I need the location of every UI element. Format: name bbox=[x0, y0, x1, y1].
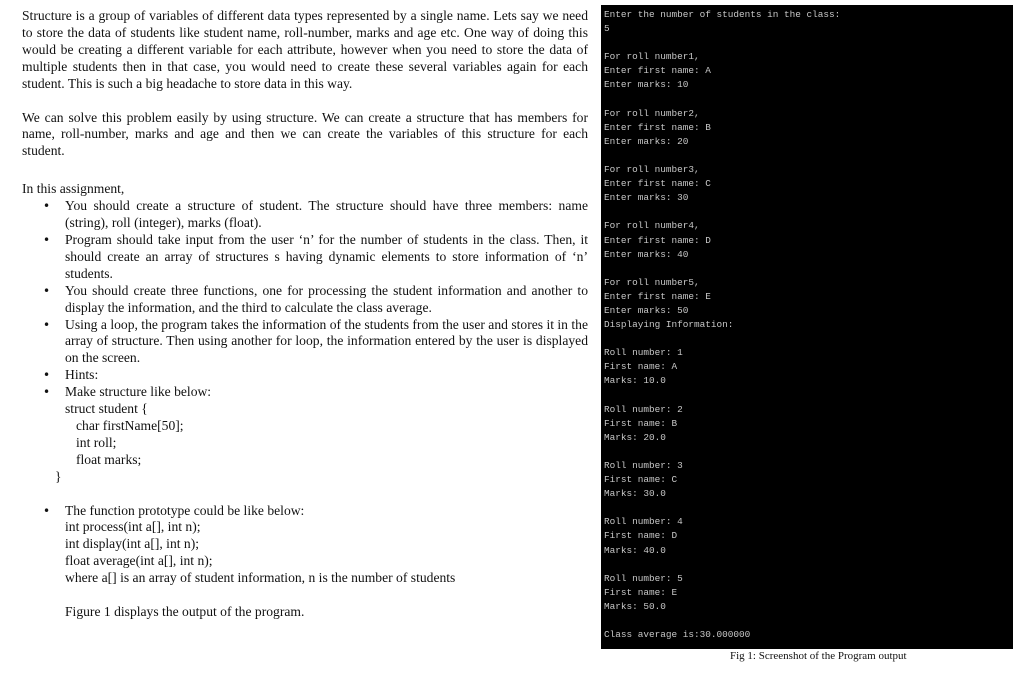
terminal-line: For roll number5, bbox=[604, 276, 700, 288]
terminal-line bbox=[604, 36, 1013, 50]
terminal-line: First name: C bbox=[604, 474, 678, 486]
terminal-line bbox=[604, 93, 1013, 107]
terminal-line bbox=[604, 558, 1013, 572]
requirement-item: • Hints: bbox=[22, 367, 588, 384]
terminal-line: Enter first name: A bbox=[604, 65, 711, 77]
terminal-line: Displaying Information: bbox=[604, 319, 734, 331]
terminal-line: Enter marks: 50 bbox=[604, 304, 689, 316]
terminal-line: Marks: 50.0 bbox=[604, 600, 666, 612]
terminal-line: First name: D bbox=[604, 530, 678, 542]
terminal-line: 5 bbox=[604, 23, 610, 35]
terminal-line: Enter marks: 20 bbox=[604, 135, 689, 147]
assignment-intro: In this assignment, bbox=[22, 181, 125, 197]
terminal-line: Enter first name: D bbox=[604, 234, 711, 246]
requirement-item: • Program should take input from the user ‘n’ for the number of students in the class. Then, it should create an array of structures s having dynamic elements to store information of ‘n’ students. bbox=[22, 232, 588, 283]
figure-reference: Figure 1 displays the output of the program. bbox=[65, 604, 305, 620]
terminal-line bbox=[604, 205, 1013, 219]
terminal-line bbox=[604, 262, 1013, 276]
terminal-line: Marks: 40.0 bbox=[604, 544, 666, 556]
terminal-line bbox=[604, 332, 1013, 346]
terminal-line: Class average is:30.000000 bbox=[604, 629, 751, 641]
terminal-line: Roll number: 3 bbox=[604, 460, 683, 471]
terminal-line bbox=[604, 445, 1013, 459]
prototype-line: float average(int a[], int n); bbox=[65, 553, 213, 569]
struct-member: int roll; bbox=[76, 434, 117, 450]
figure-caption: Fig 1: Screenshot of the Program output bbox=[730, 650, 907, 662]
terminal-line bbox=[604, 614, 1013, 628]
terminal-line: First name: A bbox=[604, 361, 678, 373]
intro-paragraph: Structure is a group of variables of different data types represented by a single name. Lets say we need to store the data of students like student name, roll-number, marks and age etc. One way of doing this would be creating a different variable for each attribute, however when you need to store the data of multiple students then in that case, you would need to create these several variables again for each student. This is such a big headache to store data in this way. bbox=[22, 8, 588, 91]
prototype-bullet: • The function prototype could be like below: bbox=[22, 503, 588, 520]
terminal-line: Roll number: 5 bbox=[604, 572, 683, 584]
requirement-item: • You should create three functions, one for processing the student information and another to display the information, and the third to calculate the class average. bbox=[22, 283, 588, 317]
terminal-line: First name: B bbox=[604, 417, 678, 429]
terminal-line: For roll number1, bbox=[604, 51, 700, 63]
terminal-line: Enter first name: C bbox=[604, 178, 711, 190]
requirement-item: • You should create a structure of student. The structure should have three members: name (string), roll (integer), marks (float). bbox=[22, 198, 588, 232]
terminal-line: Marks: 10.0 bbox=[604, 375, 666, 387]
terminal-line: Enter first name: E bbox=[604, 290, 711, 302]
terminal-line: Roll number: 1 bbox=[604, 347, 683, 359]
terminal-line: Roll number: 2 bbox=[604, 403, 683, 415]
terminal-line: Marks: 20.0 bbox=[604, 431, 666, 443]
prototype-line: int process(int a[], int n); bbox=[65, 519, 201, 535]
requirements-list bbox=[22, 198, 588, 401]
prototype-code-block bbox=[22, 519, 588, 587]
terminal-line: Enter marks: 30 bbox=[604, 192, 689, 204]
terminal-line: Roll number: 4 bbox=[604, 516, 683, 528]
assignment-document bbox=[22, 5, 588, 621]
terminal-line: First name: E bbox=[604, 586, 678, 598]
terminal-line bbox=[604, 501, 1013, 515]
terminal-line: Enter marks: 40 bbox=[604, 248, 689, 260]
terminal-line: For roll number2, bbox=[604, 107, 700, 119]
program-output-terminal bbox=[601, 5, 1013, 649]
requirement-item: • Make structure like below: bbox=[22, 384, 588, 401]
solution-paragraph: We can solve this problem easily by using structure. We can create a structure that has members for name, roll-number, marks and age and then we can create the variables of this structure for each student. bbox=[22, 109, 588, 159]
prototype-list bbox=[22, 503, 588, 520]
terminal-line: For roll number4, bbox=[604, 220, 700, 232]
terminal-line: Enter the number of students in the class: bbox=[604, 9, 841, 20]
struct-member: float marks; bbox=[76, 451, 142, 467]
terminal-line: Enter first name: B bbox=[604, 121, 711, 133]
struct-code-block bbox=[22, 401, 588, 486]
requirement-item: • Using a loop, the program takes the information of the students from the user and stores it in the array of structure. Then using another for loop, the information entered by the user is displayed on the screen. bbox=[22, 317, 588, 368]
struct-member: char firstName[50]; bbox=[76, 417, 184, 433]
terminal-line: For roll number3, bbox=[604, 164, 700, 176]
struct-open: struct student { bbox=[65, 401, 148, 417]
terminal-line: Marks: 30.0 bbox=[604, 488, 666, 500]
struct-close: } bbox=[55, 468, 62, 484]
terminal-line bbox=[604, 149, 1013, 163]
prototype-line: where a[] is an array of student information, n is the number of students bbox=[65, 570, 456, 586]
terminal-line bbox=[604, 389, 1013, 403]
terminal-line: Enter marks: 10 bbox=[604, 79, 689, 91]
prototype-line: int display(int a[], int n); bbox=[65, 536, 200, 552]
